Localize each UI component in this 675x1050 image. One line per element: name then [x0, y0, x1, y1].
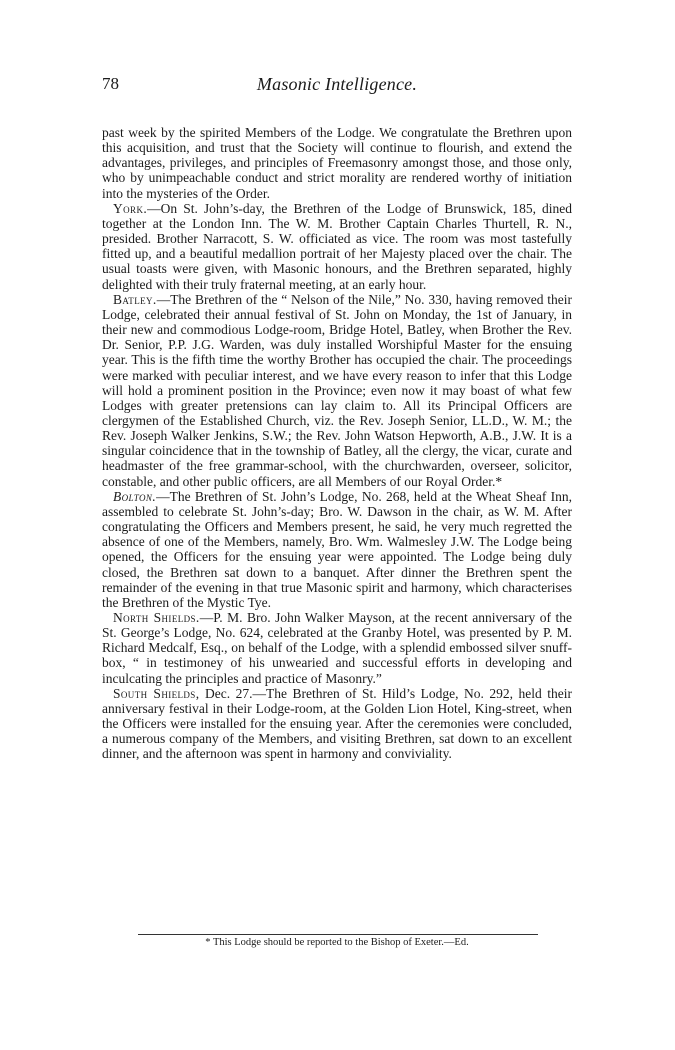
paragraph-lead: South Shields, [113, 685, 200, 701]
paragraph-text: —On St. John’s-day, the Brethren of the Lodge of Brunswick, 185, dined together at the London Inn. The W. M. Brother Captain Charles Thurtell, R. N., presided. Brother Narracott, S. W. officiated as vice. The room was most tastefully fitted up, and a beautiful medallion portrait of her Majesty placed over the chair. The usual toasts were given, with Masonic honours, and the Brethren separated, highly delighted with their truly fraternal meeting, at an early hour. [102, 200, 572, 292]
paragraph-text: Dec. 27.—The Brethren of St. Hild’s Lodge, No. 292, held their anniversary festival in their Lodge-room, at the Golden Lion Hotel, King-street, when the Officers were installed for the ensuing year. After the ceremonies were concluded, a numerous company of the Members, and visiting Brethren, sat down to an excellent dinner, and the afternoon was spent in harmony and conviviality. [102, 685, 573, 762]
footnote-rule [138, 934, 538, 935]
paragraph-text: —P. M. Bro. John Walker Mayson, at the recent anniversary of the St. George’s Lodge, No. 624, celebrated at the Granby Hotel, was presented by P. M. Richard Medcalf, Esq., on behalf of the Lodge, with a splendid embossed silver snuff-box, “ in testimoney of his unwearied and successful efforts in developing and inculcating the principles and practice of Masonry.” [102, 610, 572, 686]
page-header [102, 74, 572, 104]
paragraph-lead: York. [113, 200, 148, 216]
page-number: 78 [102, 74, 119, 93]
paragraph-batley [102, 292, 572, 489]
paragraph-text: —The Brethren of the “ Nelson of the Nile,” No. 330, having removed their Lodge, celebrated their annual festival of St. John on Monday, the 1st of January, in their new and commodious Lodge-room, Bridge Hotel, Batley, when Brother the Rev. Dr. Senior, P.P. J.G. Warden, was duly installed Worshipful Master for the ensuing year. This is the fifth time the worthy Brother has occupied the chair. The proceedings were marked with peculiar interest, and we have every reason to infer that this Lodge will hold a prominent position in the Province; even now it may boast of what few Lodges with greater pretensions can lay claim to. All its Principal Officers are clergymen of the Established Church, viz. the Rev. Joseph Senior, LL.D., W. M.; the Rev. Joseph Walker Jenkins, S.W.; the Rev. John Watson Hepworth, A.B., J.W. It is a singular coincidence that in the township of Batley, all the clergy, the vicar, curate and headmaster of the free grammar-school, with the churchwarden, overseer, solicitor, constable, and other public officers, are all Members of our Royal Order.* [102, 291, 572, 489]
paragraph-york [102, 201, 572, 292]
footnote: * This Lodge should be reported to the Bishop of Exeter.—Ed. [205, 937, 469, 948]
paragraph-bolton [102, 489, 572, 610]
paragraph-lead: North Shields. [113, 610, 200, 625]
paragraph-south-shields [102, 686, 572, 762]
paragraph-text: —The Brethren of St. John’s Lodge, No. 268, held at the Wheat Sheaf Inn, assembled to celebrate St. John’s-day; Bro. W. Dawson in the chair, as W. M. After congratulating the Officers and Members present, he said, he very much regretted the absence of one of the Members, namely, Bro. Wm. Walmesley J.W. The Lodge being opened, the Officers for the ensuing year were appointed. The Lodge being duly closed, the Brethren sat down to a banquet. After dinner the Brethren spent the remainder of the evening in that true Masonic spirit and harmony, which characterises the Brethren of the Mystic Tye. [102, 488, 572, 610]
paragraph-lead: Batley. [113, 291, 157, 307]
paragraph-lead: Bolton. [113, 488, 157, 504]
article-body [102, 125, 572, 762]
paragraph-text: past week by the spirited Members of the Lodge. We congratulate the Brethren upon this acquisition, and trust that the Society will continue to flourish, and extend the advantages, privileges, and principles of Freemasonry amongst those, and those only, who by unimpeachable conduct and strict morality are rendered worthy of initiation into the mysteries of the Order. [102, 125, 572, 201]
paragraph-intro [102, 125, 572, 201]
paragraph-north-shields [102, 610, 572, 686]
running-title: Masonic Intelligence. [256, 74, 418, 94]
